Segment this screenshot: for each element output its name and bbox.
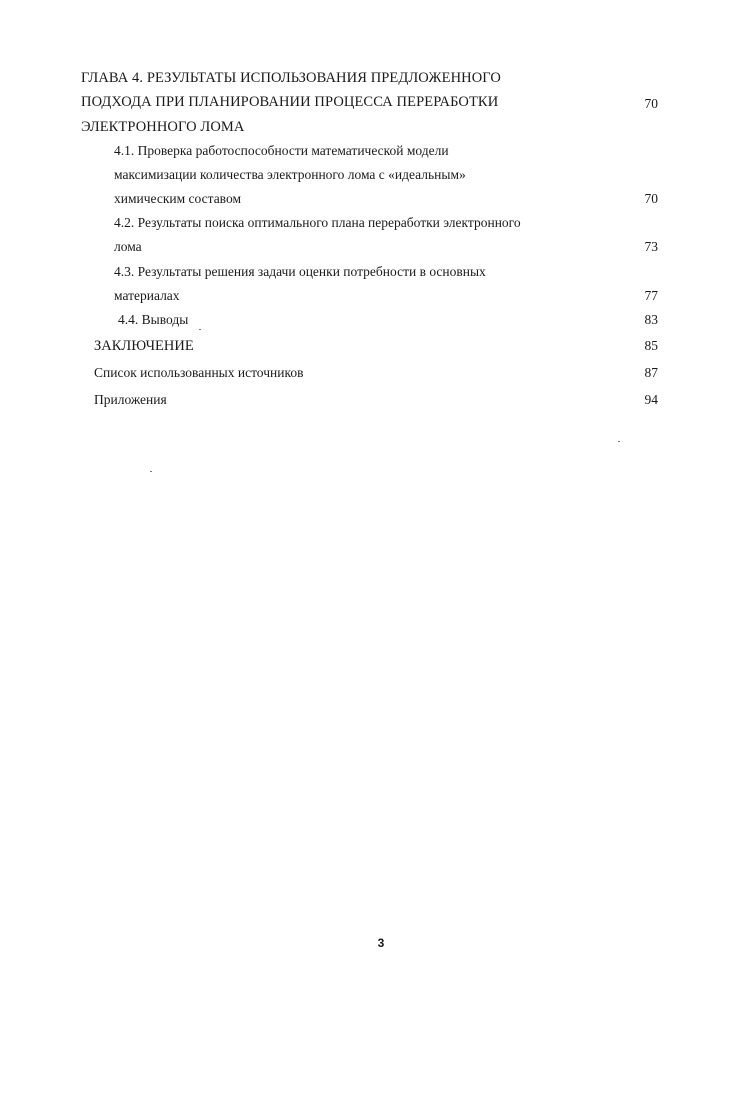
toc-chapter4-title-line3: ЭЛЕКТРОННОГО ЛОМА — [81, 119, 245, 135]
toc-appendices-title: Приложения — [94, 392, 167, 407]
scan-speck — [618, 441, 620, 442]
toc-section-4-3-page: 77 — [644, 288, 658, 303]
toc-section-4-3-line1: 4.3. Результаты решения задачи оценки потребности в основных — [114, 264, 486, 279]
toc-section-4-1-line1: 4.1. Проверка работоспособности математической модели — [114, 143, 449, 158]
page-number: 3 — [377, 936, 385, 950]
toc-section-4-2-line2: лома — [114, 239, 142, 254]
toc-chapter4-title-line2: ПОДХОДА ПРИ ПЛАНИРОВАНИИ ПРОЦЕССА ПЕРЕРАБОТКИ — [81, 94, 499, 110]
toc-references-page: 87 — [644, 365, 658, 380]
toc-conclusion-page: 85 — [644, 338, 658, 353]
toc-section-4-3-line2: материалах — [114, 288, 180, 303]
toc-chapter4-page: 70 — [644, 96, 658, 111]
toc-section-4-4-page: 83 — [644, 312, 658, 327]
toc-section-4-1-line2: максимизации количества электронного лома с «идеальным» — [114, 167, 466, 182]
scan-speck — [150, 471, 152, 472]
toc-section-4-2-page: 73 — [644, 239, 658, 254]
scan-speck — [199, 329, 201, 330]
toc-conclusion-title: ЗАКЛЮЧЕНИЕ — [94, 338, 194, 354]
toc-appendices-page: 94 — [644, 392, 658, 407]
toc-section-4-1-line3: химическим составом — [114, 191, 241, 206]
toc-references-title: Список использованных источников — [94, 365, 304, 380]
toc-chapter4-title-line1: ГЛАВА 4. РЕЗУЛЬТАТЫ ИСПОЛЬЗОВАНИЯ ПРЕДЛОЖЕННОГО — [81, 70, 501, 86]
toc-section-4-4-title: 4.4. Выводы — [118, 312, 189, 327]
toc-section-4-2-line1: 4.2. Результаты поиска оптимального плана переработки электронного — [114, 215, 521, 230]
toc-section-4-1-page: 70 — [644, 191, 658, 206]
